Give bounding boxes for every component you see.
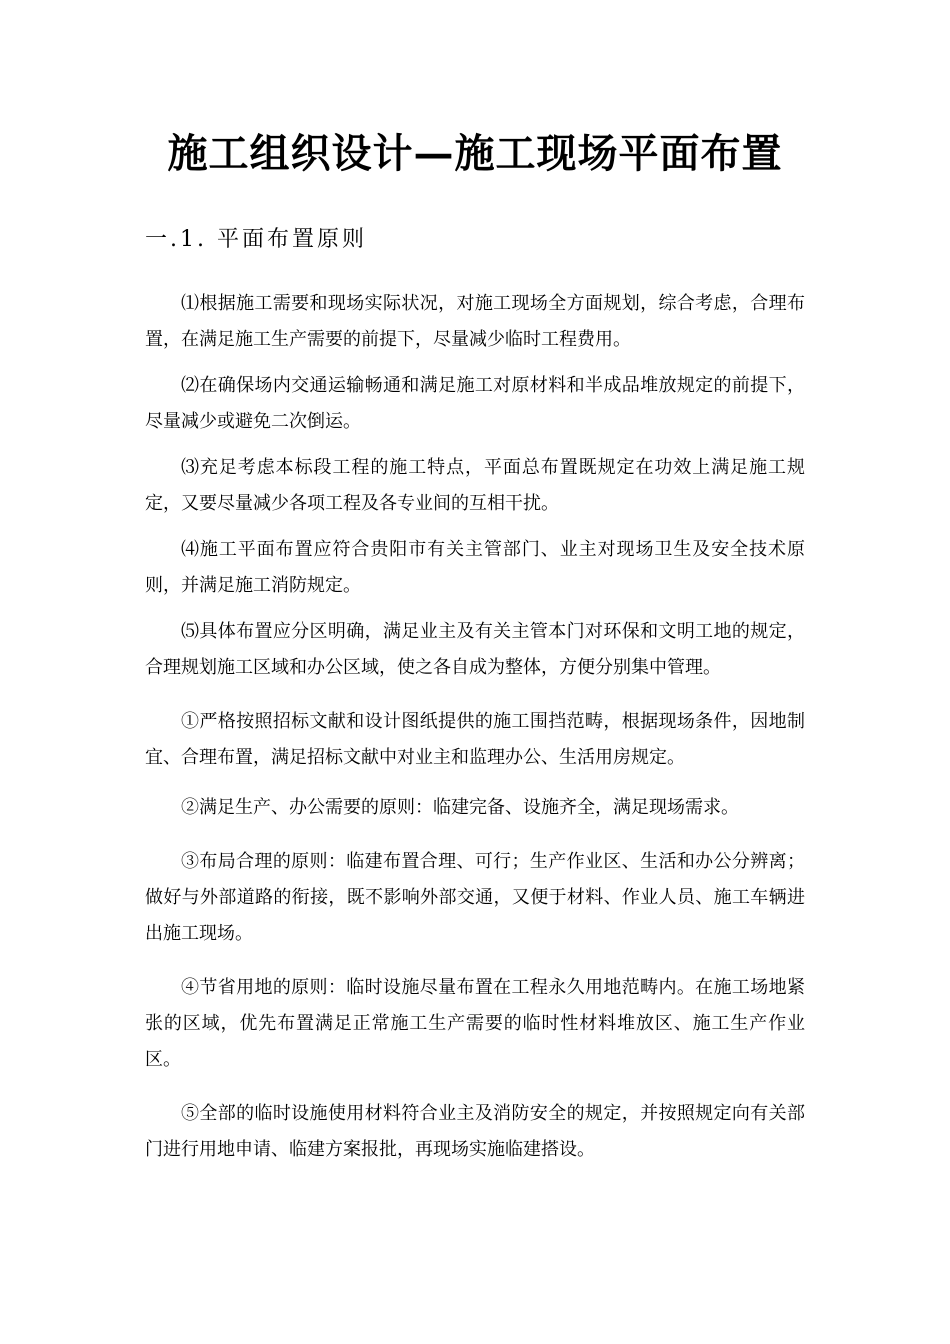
paragraph-principle-5: ⑸具体布置应分区明确，满足业主及有关主管本门对环保和文明工地的规定，合理规划施工区域和办公区域，使之各自成为整体，方便分别集中管理。 xyxy=(145,621,805,678)
document-title: 施工组织设计—施工现场平面布置 xyxy=(167,130,783,177)
paragraph-principle-3: ⑶充足考虑本标段工程的施工特点，平面总布置既规定在功效上满足施工规定，又要尽量减少各项工程及各专业间的互相干扰。 xyxy=(145,457,805,514)
paragraph-principle-2: ⑵在确保场内交通运输畅通和满足施工对原材料和半成品堆放规定的前提下，尽量减少或避免二次倒运。 xyxy=(145,375,805,432)
paragraph-item-5: ⑤全部的临时设施使用材料符合业主及消防安全的规定，并按照规定向有关部门进行用地申请、临建方案报批，再现场实施临建搭设。 xyxy=(145,1103,805,1160)
paragraph-item-1: ①严格按照招标文献和设计图纸提供的施工围挡范畴，根据现场条件，因地制宜、合理布置，满足招标文献中对业主和监理办公、生活用房规定。 xyxy=(145,711,805,768)
paragraph-item-4: ④节省用地的原则：临时设施尽量布置在工程永久用地范畴内。在施工场地紧张的区域，优先布置满足正常施工生产需要的临时性材料堆放区、施工生产作业区。 xyxy=(145,977,805,1070)
paragraph-item-2: ②满足生产、办公需要的原则：临建完备、设施齐全，满足现场需求。 xyxy=(181,797,739,818)
section-heading: 一.1. 平面布置原则 xyxy=(145,227,367,252)
paragraph-principle-1: ⑴根据施工需要和现场实际状况，对施工现场全方面规划，综合考虑，合理布置，在满足施工生产需要的前提下，尽量减少临时工程费用。 xyxy=(145,293,805,350)
paragraph-item-3: ③布局合理的原则：临建布置合理、可行；生产作业区、生活和办公分辨离；做好与外部道路的衔接，既不影响外部交通，又便于材料、作业人员、施工车辆进出施工现场。 xyxy=(145,851,805,944)
paragraph-principle-4: ⑷施工平面布置应符合贵阳市有关主管部门、业主对现场卫生及安全技术原则，并满足施工消防规定。 xyxy=(145,539,805,596)
